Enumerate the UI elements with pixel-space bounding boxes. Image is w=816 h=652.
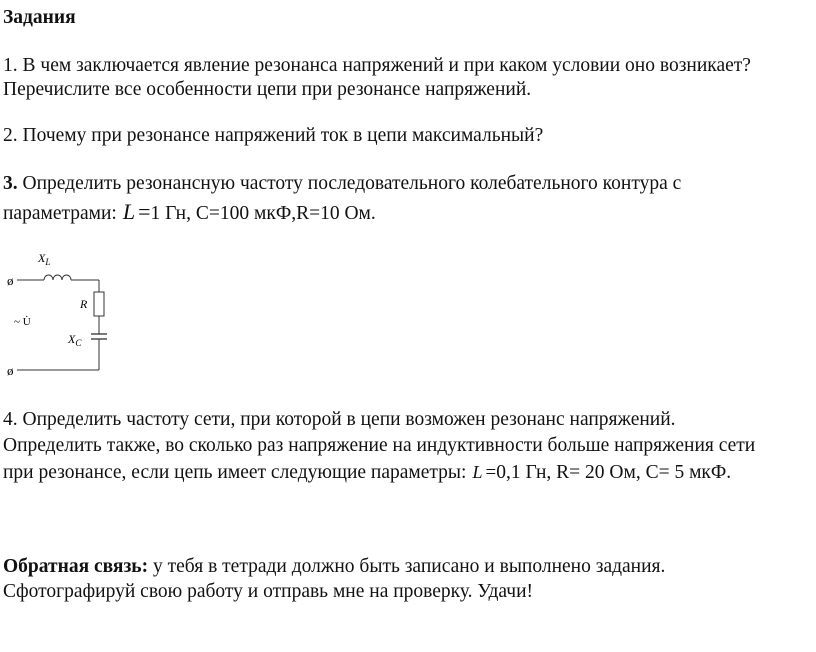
- task-4-line-1: 4. Определить частоту сети, при которой в цепи возможен резонанс напряжений.: [3, 409, 676, 430]
- feedback-label: Обратная связь:: [3, 556, 149, 577]
- page-heading: Задания: [3, 7, 76, 28]
- equals-sign: =: [138, 199, 151, 224]
- task-1-line-1: 1. В чем заключается явление резонанса напряжений и при каком условии оно возникает?: [3, 55, 751, 76]
- task-1-line-2: Перечислите все особенности цепи при резонансе напряжений.: [3, 79, 532, 100]
- task-3-line-1: [3, 172, 681, 196]
- label-source-voltage: ~ U̇: [14, 316, 31, 328]
- label-xc: $X_C$: [68, 332, 82, 348]
- task-2-line-1: 2. Почему при резонансе напряжений ток в цепи максимальный?: [3, 125, 544, 146]
- feedback-text: у тебя в тетради должно быть записано и выполнено задания.: [148, 556, 666, 577]
- task-3-line-2: [3, 200, 376, 226]
- task-4-params-label: при резонансе, если цепь имеет следующие параметры:: [3, 462, 467, 483]
- task-3-params-label: параметрами:: [3, 203, 117, 224]
- resistor: [94, 292, 104, 316]
- task-4-line-2: Определить также, во сколько раз напряжение на индуктивности больше напряжения сети: [3, 435, 756, 456]
- equals-sign: =: [485, 462, 497, 483]
- terminal-top: ø: [7, 273, 14, 288]
- label-r: R: [80, 297, 88, 311]
- feedback-line-1: [3, 555, 665, 579]
- terminal-bottom: ø: [7, 363, 14, 378]
- label-xl: $X_L$: [38, 251, 51, 267]
- inductor-coil: [44, 275, 71, 280]
- task-4-line-3: [3, 460, 731, 485]
- task-3-number: 3.: [3, 173, 18, 194]
- task-3-text: Определить резонансную частоту последовательного колебательного контура с: [17, 173, 682, 194]
- circuit-diagram: [0, 240, 130, 380]
- inductance-symbol: L: [122, 199, 136, 224]
- task-3-params-values: 1 Гн, С=100 мкФ,R=10 Ом.: [150, 203, 376, 224]
- feedback-line-2: Сфотографируй свою работу и отправь мне на проверку. Удачи!: [3, 581, 534, 602]
- task-4-params-values: 0,1 Гн, R= 20 Ом, С= 5 мкФ.: [496, 462, 732, 483]
- inductance-symbol: L: [472, 462, 483, 482]
